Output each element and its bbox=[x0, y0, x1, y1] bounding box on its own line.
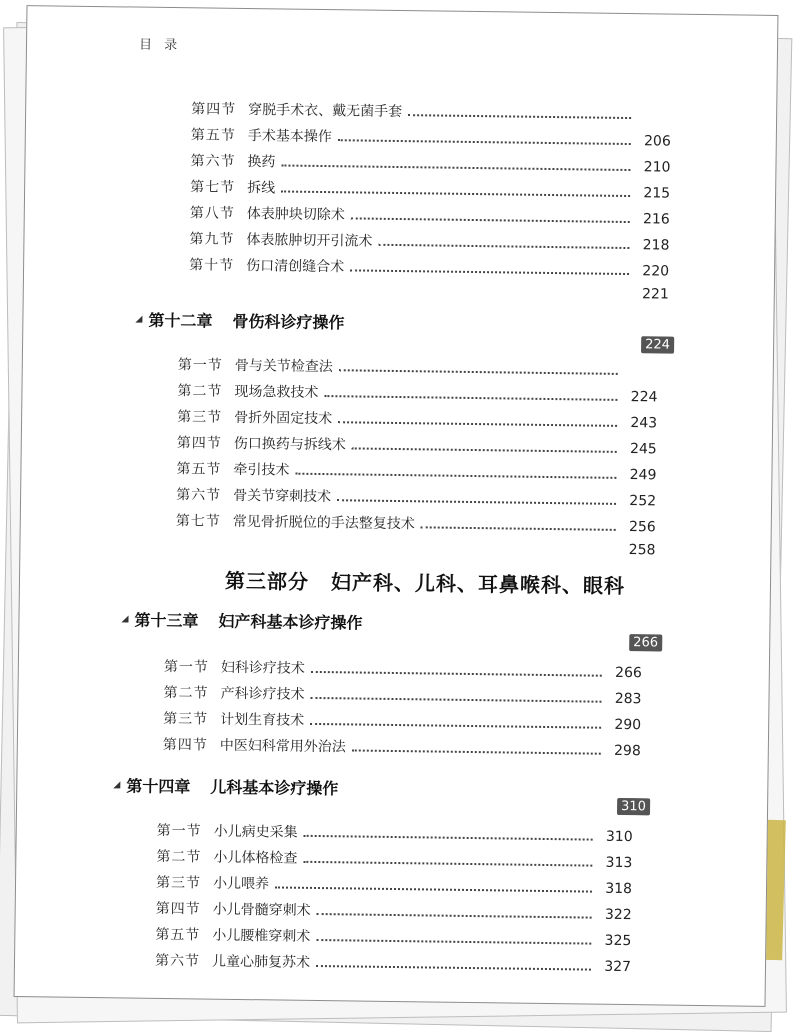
chapter-triangle-icon bbox=[135, 316, 142, 323]
page-number: 290 bbox=[614, 716, 642, 734]
page-number: 322 bbox=[604, 906, 632, 924]
section-number: 第四节 bbox=[162, 736, 208, 754]
section-number: 第五节 bbox=[176, 461, 222, 478]
section-title: 妇科诊疗技术 bbox=[220, 659, 305, 677]
section-title: 小儿体格检查 bbox=[213, 849, 298, 867]
toc-row[interactable] bbox=[163, 682, 641, 708]
section-number: 第一节 bbox=[163, 658, 209, 676]
toc-row[interactable] bbox=[176, 458, 656, 484]
chapter-page-badge: 310 bbox=[617, 798, 650, 815]
page-number: 258 bbox=[628, 542, 656, 559]
leader-dots bbox=[378, 244, 629, 249]
section-number: 第一节 bbox=[156, 822, 202, 840]
toc-row[interactable] bbox=[155, 924, 631, 950]
page-number: 210 bbox=[643, 159, 671, 176]
leader-dots bbox=[351, 217, 630, 223]
toc-row[interactable] bbox=[190, 150, 670, 176]
chapter-heading[interactable] bbox=[113, 773, 338, 799]
section-title: 产科诊疗技术 bbox=[220, 685, 305, 703]
page-number: 325 bbox=[604, 932, 632, 950]
section-title: 儿童心肺复苏术 bbox=[211, 953, 311, 971]
leader-dots bbox=[304, 835, 593, 841]
toc-row[interactable] bbox=[163, 708, 641, 734]
toc-row[interactable] bbox=[164, 656, 642, 682]
chapter-heading[interactable] bbox=[135, 308, 344, 334]
page-number: 266 bbox=[614, 664, 642, 682]
toc-row[interactable] bbox=[176, 484, 656, 510]
leader-dots bbox=[281, 164, 630, 171]
toc-row[interactable] bbox=[155, 950, 631, 976]
toc-row[interactable] bbox=[177, 432, 657, 458]
section-number: 第九节 bbox=[189, 231, 235, 248]
section-number: 第三节 bbox=[177, 409, 223, 426]
section-number: 第六节 bbox=[176, 487, 222, 504]
section-number: 第三节 bbox=[163, 710, 209, 728]
section-number: 第六节 bbox=[190, 153, 236, 170]
section-title: 小儿喂养 bbox=[212, 875, 270, 893]
chapter-triangle-icon bbox=[121, 615, 128, 622]
section-title: 伤口清创缝合术 bbox=[246, 258, 345, 276]
section-title: 计划生育技术 bbox=[220, 711, 305, 729]
toc-row[interactable] bbox=[156, 846, 632, 872]
page-number: 313 bbox=[605, 854, 633, 872]
leader-dots bbox=[339, 369, 618, 375]
toc-row[interactable] bbox=[189, 254, 669, 280]
leader-dots bbox=[303, 861, 592, 867]
page-number: 252 bbox=[629, 493, 657, 510]
section-number: 第十节 bbox=[189, 257, 235, 274]
leader-dots bbox=[316, 965, 591, 971]
page-number: 216 bbox=[642, 211, 670, 228]
page-number: 298 bbox=[613, 742, 641, 760]
toc-row[interactable] bbox=[156, 872, 632, 898]
section-number: 第八节 bbox=[189, 205, 235, 222]
section-title: 换药 bbox=[247, 154, 276, 171]
tail-page-number bbox=[634, 286, 669, 302]
section-title: 常见骨折脱位的手法整复技术 bbox=[232, 513, 415, 533]
leader-dots bbox=[311, 671, 602, 677]
toc-row[interactable] bbox=[156, 898, 632, 924]
page-number: 221 bbox=[641, 286, 669, 303]
section-title: 现场急救技术 bbox=[234, 383, 319, 401]
toc-row[interactable] bbox=[189, 228, 669, 254]
toc-page bbox=[14, 5, 779, 1007]
chapter-triangle-icon bbox=[113, 781, 120, 788]
section-number: 第七节 bbox=[190, 179, 236, 196]
section-number: 第七节 bbox=[175, 513, 221, 530]
chapter-page-badge: 224 bbox=[641, 336, 674, 353]
table-of-contents bbox=[15, 6, 778, 1006]
tail-page-number bbox=[620, 542, 655, 558]
page-number: 245 bbox=[629, 441, 657, 458]
page-number: 215 bbox=[643, 185, 671, 202]
page-number: 218 bbox=[642, 237, 670, 254]
leader-dots bbox=[338, 139, 631, 145]
leader-dots bbox=[275, 886, 592, 892]
toc-row[interactable] bbox=[163, 734, 641, 760]
section-number: 第四节 bbox=[191, 101, 237, 118]
section-title: 体表肿块切除术 bbox=[246, 206, 345, 224]
section-number: 第二节 bbox=[177, 383, 223, 400]
section-title: 小儿骨髓穿刺术 bbox=[212, 901, 311, 919]
toc-row[interactable] bbox=[190, 202, 670, 228]
section-title: 牵引技术 bbox=[233, 461, 290, 479]
leader-dots bbox=[310, 697, 601, 703]
section-number: 第三节 bbox=[155, 874, 202, 892]
section-title: 中医妇科常用外治法 bbox=[219, 737, 346, 756]
part-label: 第三部分 bbox=[224, 568, 310, 594]
section-title: 拆线 bbox=[247, 180, 276, 197]
chapter-title: 骨伤科诊疗操作 bbox=[232, 311, 345, 333]
toc-row[interactable] bbox=[176, 510, 656, 536]
page-number: 224 bbox=[630, 389, 658, 406]
leader-dots bbox=[316, 939, 591, 945]
section-number: 第五节 bbox=[155, 926, 201, 944]
page-header: 目 录 bbox=[138, 37, 182, 54]
part-title: 妇产科、儿科、耳鼻喉科、眼科 bbox=[330, 570, 626, 599]
toc-row[interactable] bbox=[177, 406, 657, 432]
page-number: 220 bbox=[642, 263, 670, 280]
chapter-heading[interactable] bbox=[121, 607, 362, 633]
chapter-title: 儿科基本诊疗操作 bbox=[210, 777, 339, 799]
section-title: 手术基本操作 bbox=[247, 128, 332, 146]
leader-dots bbox=[421, 526, 616, 531]
leader-dots bbox=[352, 447, 617, 452]
section-number: 第一节 bbox=[177, 357, 223, 374]
chapter-page-badge: 266 bbox=[629, 634, 662, 651]
toc-row[interactable] bbox=[178, 354, 658, 380]
part-heading[interactable] bbox=[225, 565, 625, 599]
leader-dots bbox=[310, 723, 601, 729]
section-title: 骨与关节检查法 bbox=[234, 357, 333, 376]
section-title: 伤口换药与拆线术 bbox=[233, 435, 346, 454]
toc-row[interactable] bbox=[157, 820, 633, 846]
leader-dots bbox=[317, 913, 592, 919]
leader-dots bbox=[337, 499, 616, 505]
leader-dots bbox=[324, 395, 617, 401]
section-number: 第二节 bbox=[156, 848, 202, 866]
chapter-label: 第十三章 bbox=[134, 610, 199, 631]
toc-row[interactable] bbox=[177, 380, 657, 406]
page-number: 249 bbox=[629, 467, 657, 484]
page-number: 310 bbox=[605, 828, 633, 846]
page-number: 327 bbox=[604, 958, 632, 976]
chapter-title: 妇产科基本诊疗操作 bbox=[218, 611, 363, 633]
toc-row[interactable] bbox=[190, 176, 670, 202]
section-number: 第二节 bbox=[163, 684, 209, 702]
section-title: 小儿腰椎穿刺术 bbox=[212, 927, 311, 945]
page-number: 256 bbox=[628, 519, 656, 536]
chapter-label: 第十四章 bbox=[126, 776, 191, 797]
section-title: 穿脱手术衣、戴无菌手套 bbox=[248, 102, 403, 121]
section-title: 骨关节穿刺技术 bbox=[233, 487, 332, 506]
section-title: 体表脓肿切开引流术 bbox=[246, 232, 373, 250]
leader-dots bbox=[350, 269, 629, 275]
toc-row[interactable] bbox=[191, 98, 671, 124]
section-title: 小儿病史采集 bbox=[213, 823, 298, 841]
leader-dots bbox=[352, 749, 601, 754]
toc-row[interactable] bbox=[191, 124, 671, 150]
leader-dots bbox=[295, 473, 616, 479]
chapter-label: 第十二章 bbox=[148, 310, 213, 331]
leader-dots bbox=[338, 421, 617, 427]
section-number: 第五节 bbox=[190, 127, 236, 144]
section-number: 第六节 bbox=[154, 952, 201, 970]
section-title: 骨折外固定技术 bbox=[234, 409, 333, 428]
section-number: 第四节 bbox=[176, 435, 222, 452]
leader-dots bbox=[281, 190, 630, 197]
section-number: 第四节 bbox=[155, 900, 201, 918]
page-number: 206 bbox=[643, 133, 671, 150]
page-number: 283 bbox=[614, 690, 642, 708]
page-number: 318 bbox=[605, 880, 633, 898]
page-number: 243 bbox=[630, 415, 658, 432]
leader-dots bbox=[408, 114, 631, 119]
